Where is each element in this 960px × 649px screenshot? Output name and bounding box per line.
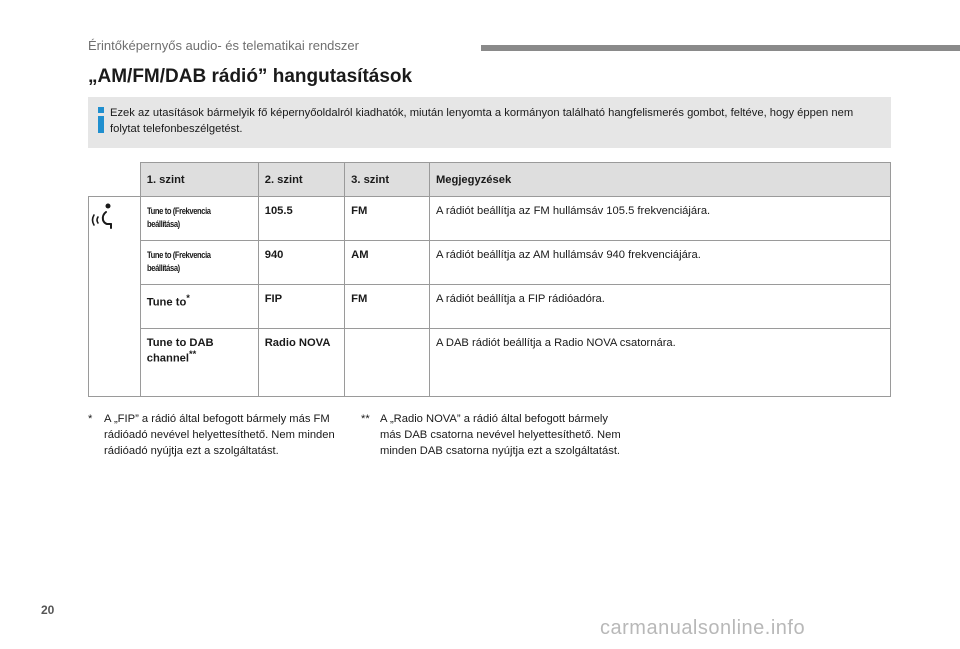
watermark: carmanualsonline.info — [600, 617, 806, 639]
voice-command-table — [88, 162, 891, 397]
table-header-blank — [89, 163, 141, 197]
cell-level2: 105.5 — [258, 197, 344, 241]
cell-level1: Tune to (Frekvencia beállítása) — [140, 241, 258, 285]
table-header-level3: 3. szint — [345, 163, 430, 197]
info-box — [88, 97, 891, 148]
footnote-mark: * — [88, 413, 93, 425]
cell-note: A DAB rádiót beállítja a Radio NOVA csatornára. — [429, 329, 890, 397]
cell-note: A rádiót beállítja az AM hullámsáv 940 frekvenciájára. — [429, 241, 890, 285]
cell-note: A rádiót beállítja a FIP rádióadóra. — [429, 285, 890, 329]
table-row — [89, 197, 891, 241]
table-header-level2: 2. szint — [258, 163, 344, 197]
cell-level3: FM — [345, 197, 430, 241]
info-icon — [96, 107, 106, 133]
footnote-mark: ** — [361, 413, 370, 425]
header-bar — [481, 45, 960, 51]
cell-note: A rádiót beállítja az FM hullámsáv 105.5 frekvenciájára. — [429, 197, 890, 241]
info-text: Ezek az utasítások bármelyik fő képernyőoldalról kiadhatók, miután lenyomta a kormányon található hangfelismerés gombot, feltéve, hogy éppen nem folytat telefonbeszélgetést. — [110, 107, 854, 135]
voice-command-icon — [89, 201, 119, 234]
footnote — [88, 411, 348, 461]
table-header-row — [89, 163, 891, 197]
cell-level2: Radio NOVA — [258, 329, 344, 397]
table-header-level1: 1. szint — [140, 163, 258, 197]
cell-level1: Tune to* — [140, 285, 258, 329]
cell-level3 — [345, 329, 430, 397]
cell-level1: Tune to DAB channel** — [140, 329, 258, 397]
page-title: „AM/FM/DAB rádió” hangutasítások — [88, 66, 413, 87]
table-row — [89, 241, 891, 285]
cell-level2: 940 — [258, 241, 344, 285]
footnote-text: A „FIP” a rádió által befogott bármely más FM rádióadó nevével helyettesíthető. Nem minden rádióadó nyújtja ezt a szolgáltatást. — [104, 413, 335, 457]
section-header: Érintőképernyős audio- és telematikai rendszer — [88, 38, 359, 53]
table-header-notes: Megjegyzések — [429, 163, 890, 197]
footnote — [361, 411, 631, 461]
page-number: 20 — [41, 603, 55, 617]
cell-level3: FM — [345, 285, 430, 329]
footnote-text: A „Radio NOVA” a rádió által befogott bármely más DAB csatorna nevével helyettesíthető. Nem minden DAB csatorna nyújtja ezt a szolgáltatást. — [380, 413, 621, 457]
table-row — [89, 285, 891, 329]
cell-level1: Tune to (Frekvencia beállítása) — [140, 197, 258, 241]
cell-level2: FIP — [258, 285, 344, 329]
table-row — [89, 329, 891, 397]
voice-icon-cell — [89, 197, 141, 397]
cell-level3: AM — [345, 241, 430, 285]
